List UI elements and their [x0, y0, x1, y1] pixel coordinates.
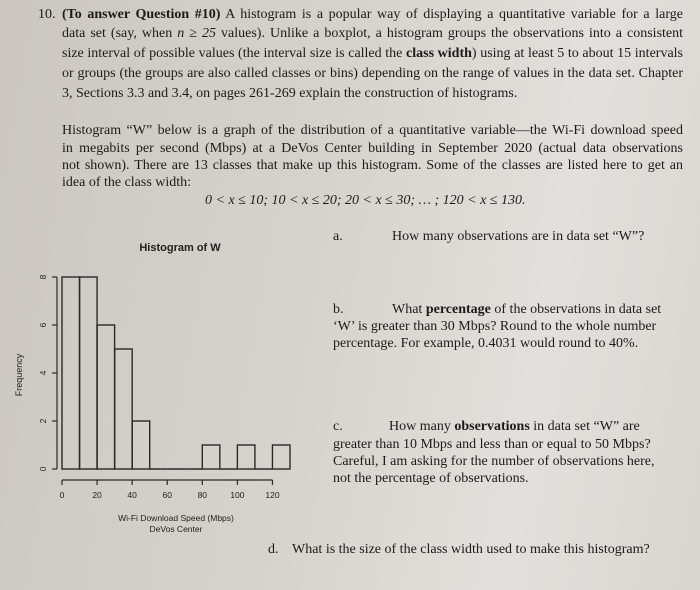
- x-tick-label: 0: [59, 490, 65, 500]
- x-tick-label: 80: [197, 490, 208, 500]
- x-axis-label: Wi-Fi Download Speed (Mbps): [118, 513, 234, 523]
- question-b-label: b.: [333, 302, 344, 317]
- y-axis-label: Frequency: [14, 353, 24, 397]
- x-tick-label: 20: [92, 490, 102, 500]
- math-text: n ≥ 25: [177, 26, 216, 41]
- x-axis-sublabel: DeVos Center: [149, 524, 203, 534]
- description-line: idea of the class width:: [62, 175, 192, 190]
- text: data set (say, when: [62, 26, 178, 41]
- histogram-bar: [237, 445, 255, 469]
- y-tick-label: 4: [38, 370, 48, 376]
- x-tick-label: 40: [127, 490, 137, 500]
- bold-text: class width: [406, 46, 472, 61]
- histogram-bar: [115, 349, 133, 469]
- y-tick-label: 8: [38, 274, 48, 280]
- question-c-line: greater than 10 Mbps and less than or equal to 50 Mbps?: [333, 437, 651, 452]
- y-tick-label: 0: [38, 466, 48, 472]
- question-a-label: a.: [333, 229, 343, 244]
- text: What: [392, 302, 426, 317]
- question-d-label: d.: [268, 542, 279, 557]
- histogram-bar: [132, 421, 150, 469]
- histogram-bar: [80, 277, 98, 469]
- question-c-line: [389, 418, 640, 436]
- question-b-line: percentage. For example, 0.4031 would round to 40%.: [333, 336, 639, 351]
- intro-line: 3, Sections 3.3 and 3.4, on pages 261-269 explain the construction of histograms.: [62, 86, 518, 101]
- description-line: Histogram “W” below is a graph of the distribution of a quantitative variable—the Wi-Fi download speed: [62, 123, 683, 138]
- question-number: 10.: [38, 7, 56, 22]
- bold-text: observations: [454, 419, 530, 434]
- bold-text: percentage: [425, 302, 491, 317]
- x-tick-label: 60: [162, 490, 172, 500]
- question-c-line: Careful, I am asking for the number of observations here,: [333, 454, 655, 469]
- text: of the observations in data set: [490, 302, 662, 317]
- y-tick-label: 2: [38, 418, 48, 424]
- y-tick-label: 6: [38, 322, 48, 328]
- text: How many: [389, 419, 455, 434]
- histogram-bar: [62, 277, 80, 469]
- intro-line: [62, 25, 683, 43]
- question-a-text: How many observations are in data set “W”?: [392, 229, 645, 244]
- description-line: not shown). There are 13 classes that make up this histogram. Some of the classes are listed here to get an: [62, 158, 683, 173]
- intro-line: or groups (the groups are also called classes or bins) depending on the range of values in the data set. Chapter: [62, 66, 683, 81]
- chart-title: Histogram of W: [139, 242, 221, 254]
- description-line: in megabits per second (Mbps) at a DeVos Center building in September 2020 (actual data observations: [62, 141, 683, 156]
- x-tick-label: 120: [265, 490, 280, 500]
- text: ) using at least 5 to about 15 intervals: [471, 46, 683, 61]
- intro-line: [62, 6, 683, 24]
- histogram-chart: [0, 230, 310, 540]
- text: A histogram is a popular way of displaying a quantitative variable for a large: [220, 7, 683, 22]
- histogram-bar: [202, 445, 220, 469]
- intro-line: [62, 45, 683, 63]
- question-b-line: [392, 301, 661, 319]
- histogram-bar: [97, 325, 115, 469]
- text: in data set “W” are: [529, 419, 640, 434]
- question-b-line: ‘W’ is greater than 30 Mbps? Round to the whole number: [333, 319, 657, 334]
- bold-text: (To answer Question #10): [62, 7, 221, 22]
- question-c-label: c.: [333, 419, 343, 434]
- histogram-bar: [272, 445, 290, 469]
- x-tick-label: 100: [230, 490, 245, 500]
- text: size interval of possible values (the interval size is called the: [62, 46, 407, 61]
- question-c-line: not the percentage of observations.: [333, 471, 529, 486]
- text: values). Unlike a boxplot, a histogram groups the observations into a consistent: [215, 26, 684, 41]
- question-d-text: What is the size of the class width used to make this histogram?: [292, 542, 650, 557]
- class-intervals: 0 < x ≤ 10; 10 < x ≤ 20; 20 < x ≤ 30; … ; 120 < x ≤ 130.: [205, 193, 526, 208]
